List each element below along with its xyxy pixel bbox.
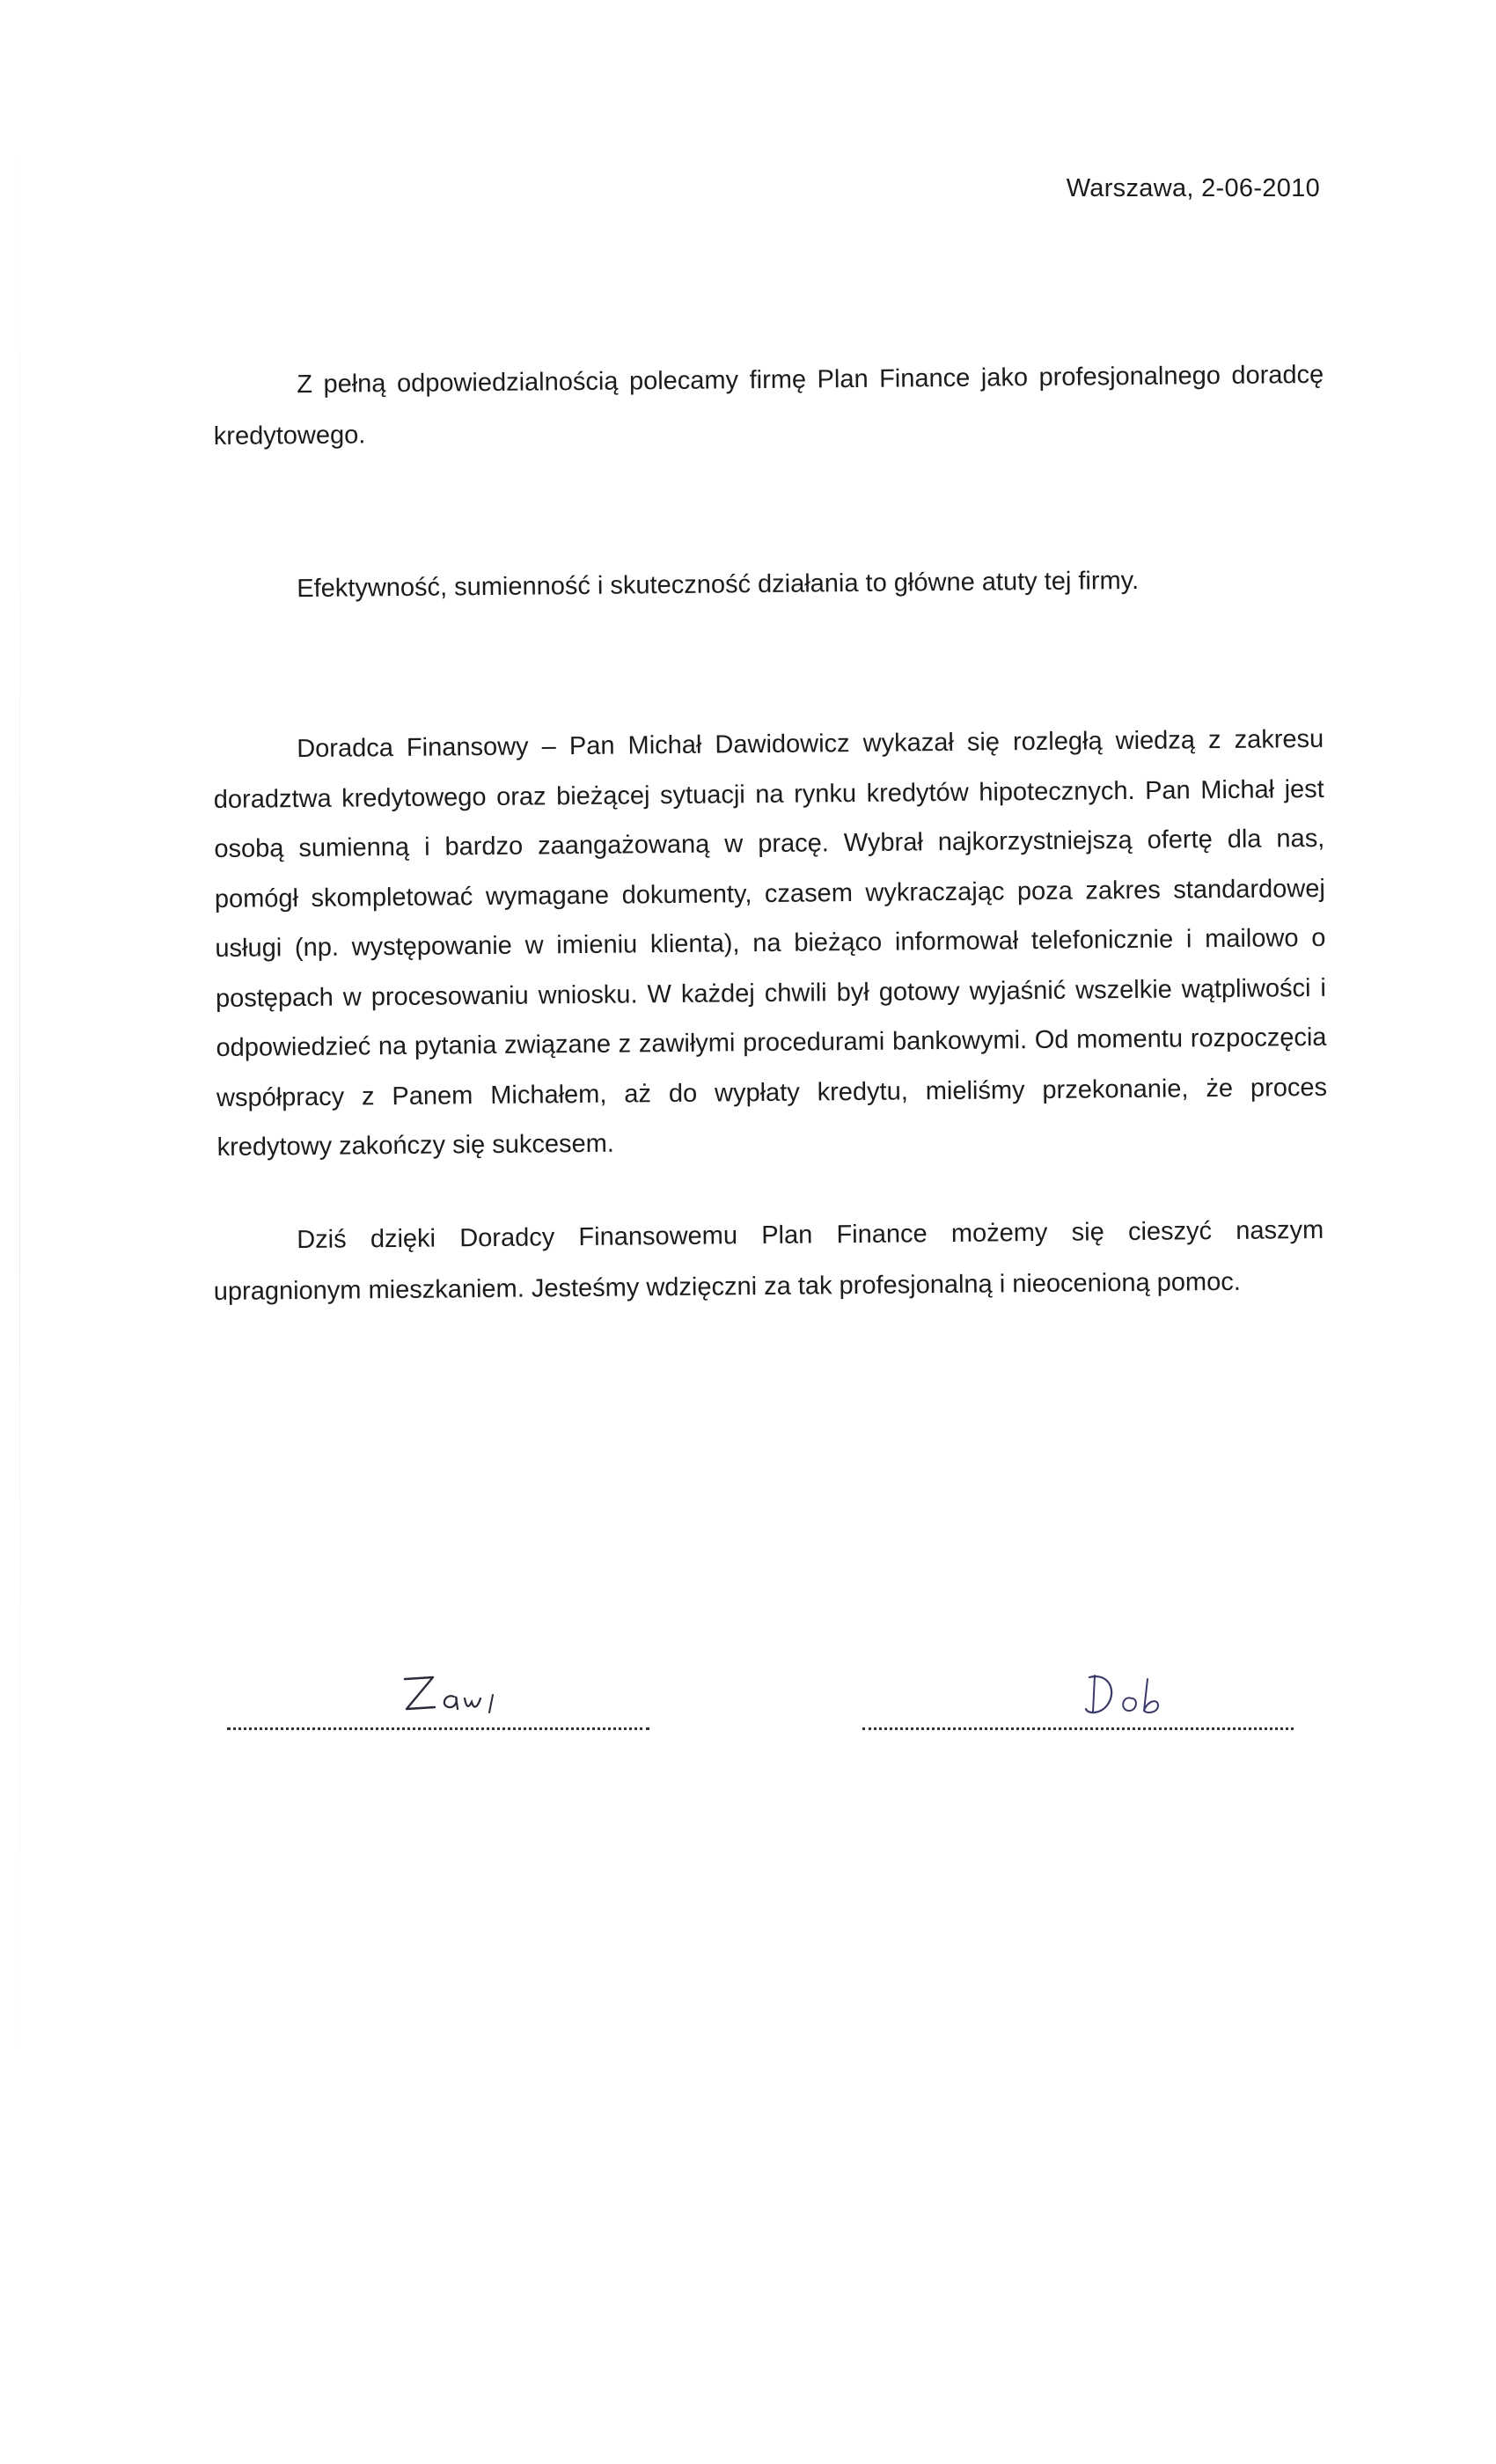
paragraph-advisor-description: Doradca Finansowy – Pan Michał Dawidowicz wykazał się rozległą wiedzą z zakresu doradztwa kredytowego oraz bieżącej sytuacji na rynku kredytów hipotecznych. Pan Michał jest osobą sumienną i bardzo zaangażowaną w pracę. Wybrał najkorzystniejszą ofertę dla nas, pomógł skompletować wymagane dokumenty, czasem wykraczając poza zakres standardowej usługi (np. występowanie w imieniu klienta), na bieżąco informował telefonicznie i mailowo o postępach w procesowaniu wniosku. W każdej chwili był gotowy wyjaśnić wszelkie wątpliwości i odpowiedzieć na pytania związane z zawiłymi procedurami bankowymi. Od momentu rozpoczęcia współpracy z Panem Michałem, aż do wypłaty kredytu, mieliśmy przekonanie, że proces kredytowy zakończy się sukcesem. <box>213 724 1328 1162</box>
signature-line-right <box>862 1727 1294 1730</box>
signature-left <box>227 1663 649 1742</box>
handwritten-signature-right <box>1074 1665 1179 1727</box>
signature-right <box>862 1663 1294 1742</box>
paragraph-closing: Dziś dzięki Doradcy Finansowemu Plan Finance możemy się cieszyć naszym upragnionym mieszkaniem. Jesteśmy wdzięczni za tak profesjonalną i nieocenioną pomoc. <box>213 1215 1324 1306</box>
handwritten-signature-left <box>394 1663 517 1725</box>
signature-line-left <box>227 1727 649 1730</box>
scan-edge-shadow <box>19 132 20 2068</box>
paragraph-recommendation: Z pełną odpowiedzialnością polecamy firmę Plan Finance jako profesjonalnego doradcę kredytowego. <box>213 360 1324 451</box>
paragraph-strengths: Efektywność, sumienność i skuteczność działania to główne atuty tej firmy. <box>297 566 1140 604</box>
letter-date: Warszawa, 2-06-2010 <box>1066 174 1320 202</box>
